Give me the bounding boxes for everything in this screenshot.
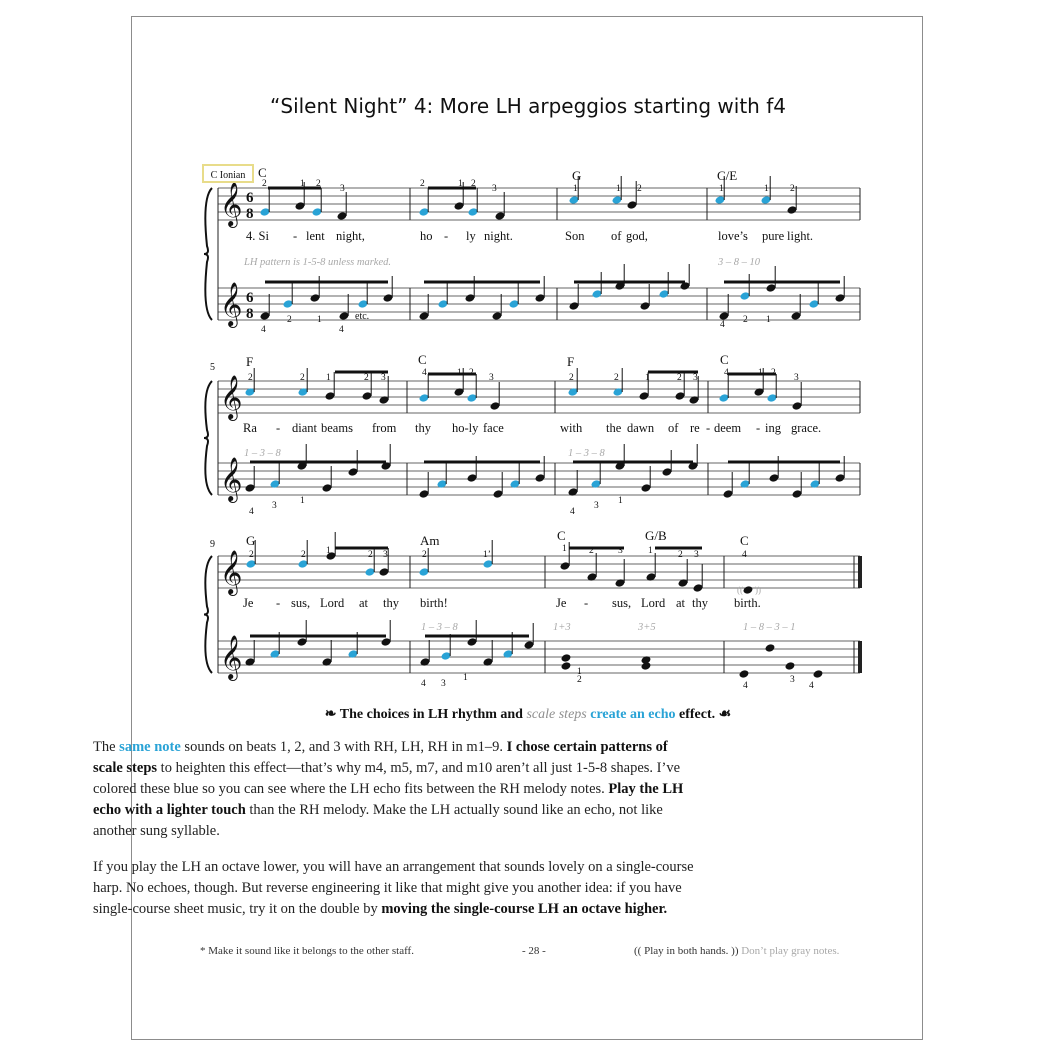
fingering-number: 2 [469,368,474,378]
lyric-syllable: Lord [320,596,345,610]
note-head [813,669,824,679]
fingering-number: 2 [249,550,254,560]
fingering-number: 2 [420,179,425,189]
lyric-syllable: Lord [641,596,666,610]
lyric-syllable: the [606,421,622,435]
note-head [765,643,776,653]
fingering-number: 3 [381,373,386,383]
fingering-number: 3 [693,373,698,383]
measure-number: 9 [210,539,215,550]
ornament-left-icon: ❧ [324,707,337,722]
fingering-number: 1 [648,546,653,556]
note-head [743,585,754,595]
lyric-syllable: grace. [791,421,822,435]
lyric-syllable: beams [321,421,353,435]
treble-clef-icon: 𝄞 [220,552,243,594]
fingering-number: 4 [421,679,426,689]
fingering-number: 3 [594,501,599,511]
fingering-number: 2 [569,373,574,383]
fingering-number: 1 [758,368,763,378]
lyric-syllable: light. [787,229,814,243]
lyric-syllable: ho [420,229,433,243]
fingering-number: 4 [249,507,254,517]
lyric-syllable: - [276,596,281,610]
note-head [739,669,750,679]
fingering-number: 3 [489,373,494,383]
fingering-number: 3 [790,675,795,685]
lyric-syllable: - [584,596,589,610]
treble-clef-icon: 𝄞 [220,637,243,679]
fingering-number: 2 [678,550,683,560]
paragraph-2: If you play the LH an octave lower, you will have an arrangement that sounds lovely on a single-course harp. No echoes, though. But reverse engineering it like that might give you another idea: if you have single-course sheet music, try it on the double by moving the single-course LH an octave higher. [93,859,694,917]
lyric-syllable: thy [692,596,708,610]
lyric-syllable: diant [292,421,317,435]
fingering-number: 2 [368,550,373,560]
treble-clef-icon: 𝄞 [220,459,243,501]
fingering-number: 2 [771,368,776,378]
lyric-syllable: birth! [420,596,448,610]
fingering-number: 3 [340,184,345,194]
fingering-number: 3 [794,373,799,383]
fingering-number: 2 [248,373,253,383]
lyric-syllable: dawn [627,421,655,435]
fingering-number: 1 [326,546,331,556]
lyric-syllable: night. [484,229,513,243]
fingering-number: 1 [317,315,322,325]
hint-text: 3+5 [638,622,656,633]
chord-symbol: Am [420,533,440,548]
fingering-number: 4 [422,368,427,378]
fingering-number: 1 [618,496,623,506]
fingering-number: 1 [458,179,463,189]
fingering-number: 3 [694,550,699,560]
lyric-syllable: - [756,421,761,435]
fingering-number: 2 [677,373,682,383]
fingering-number: 4 [809,681,814,691]
chord-symbol: G [246,533,256,548]
note-head [561,653,572,663]
fingering-number: 4 [339,325,344,335]
lyric-syllable: of [611,229,622,243]
lyric-syllable: night, [336,229,365,243]
lyric-syllable: with [560,421,583,435]
fingering-number: 1 [573,184,578,194]
fingering-number: 1 [764,184,769,194]
paren-mark: )) [755,585,761,595]
page-number: - 28 - [522,945,546,957]
mode-box-label: C Ionian [210,170,246,181]
hint-text: 1 – 3 – 8 [568,448,605,459]
ornament-right-icon: ☙ [718,707,732,722]
brace-icon [204,381,212,495]
paragraph-1: The same note sounds on beats 1, 2, and 3 with RH, LH, RH in m1–9. I chose certain patterns of scale steps to heighten this effect—that’s why m4, m5, m7, and m10 aren’t all just 1-5-8 shapes. I’ve colored these blue so you can see where the LH echo fits between the RH melody notes. Play the LH echo with a lighter touch than the RH melody. Make the LH actually sound like an echo, not like another sung syllable. [93,739,684,839]
fingering-number: 4 [742,550,747,560]
fingering-number: 1 [457,368,462,378]
note-head [785,661,796,671]
fingering-number: 1 [463,673,468,683]
fingering-number: 2 [262,179,267,189]
lyric-syllable: Ra [243,421,257,435]
fingering-number: 1 [326,373,331,383]
lyric-syllable: face [483,421,504,435]
lyric-syllable: Je [556,596,567,610]
lyric-syllable: at [359,596,369,610]
fingering-number: 1 [562,544,567,554]
lyric-syllable: god, [626,229,648,243]
hint-text: 1+3 [553,622,571,633]
fingering-number: 4 [724,368,729,378]
chord-symbol: F [246,354,254,369]
fingering-number: 2 [589,546,594,556]
time-sig-top: 6 [246,290,254,306]
fingering-number: 4 [261,325,266,335]
lyric-syllable: ing [765,421,781,435]
fingering-number: 2 [614,373,619,383]
fingering-number: 1 [300,496,305,506]
lyric-syllable: from [372,421,397,435]
fingering-number: 1 [616,184,621,194]
fingering-number: 2 [316,179,321,189]
chord-symbol: C [418,352,427,367]
lyric-syllable: at [676,596,686,610]
fingering-number: 1 [577,667,582,677]
lyric-syllable: - [276,421,281,435]
fingering-number: 3 [492,184,497,194]
etc-label: etc. [355,311,370,322]
lyric-syllable: lent [306,229,325,243]
fingering-number: 1 [766,315,771,325]
lyric-syllable: sus, [291,596,311,610]
fingering-number: 3 [441,679,446,689]
time-sig-bottom: 8 [246,206,254,222]
chord-symbol: C [720,352,729,367]
hint-text: 1 – 3 – 8 [421,622,458,633]
fingering-number: 2 [743,315,748,325]
chord-symbol: G [572,168,582,183]
fingering-number: 2 [300,373,305,383]
lyric-syllable: - [293,229,298,243]
fingering-number: 1 [300,179,305,189]
lyric-syllable: - [706,421,711,435]
treble-clef-icon: 𝄞 [220,184,243,226]
paren-mark: (( [737,585,743,595]
fingering-number: 2 [577,675,582,685]
treble-clef-icon: 𝄞 [220,284,243,326]
time-sig-bottom: 8 [246,306,254,322]
fingering-number: 2 [422,550,427,560]
lyric-syllable: ho-ly [452,421,479,435]
chord-symbol: C/E [717,168,738,183]
fingering-number: 1 [645,373,650,383]
fingering-number: 1 [719,184,724,194]
fingering-number: 3 [383,550,388,560]
time-sig-top: 6 [246,190,254,206]
footnote: * Make it sound like it belongs to the other staff. [200,945,414,957]
fingering-number: 2 [471,179,476,189]
lyric-syllable: 4. Si [246,229,269,243]
section-intro: ❧ The choices in LH rhythm and scale steps create an echo effect. ☙ [324,707,732,722]
chord-symbol: C [740,533,749,548]
chord-symbol: C [258,165,267,180]
measure-number: 5 [210,362,215,373]
hint-text: 1 – 3 – 8 [244,448,281,459]
lyric-syllable: sus, [612,596,632,610]
fingering-number: 2 [364,373,369,383]
fingering-number: 1’ [483,550,491,560]
lyric-syllable: deem [714,421,742,435]
fingering-number: 2 [301,550,306,560]
brace-icon [204,188,212,320]
page-title: “Silent Night” 4: More LH arpeggios starting with f4 [270,94,786,118]
note-head [561,661,572,671]
lyric-syllable: thy [415,421,431,435]
lyric-syllable: love’s [718,229,748,243]
fingering-number: 2 [637,184,642,194]
brace-icon [204,556,212,673]
fingering-number: 2 [790,184,795,194]
fingering-number: 4 [720,320,725,330]
lyric-syllable: birth. [734,596,761,610]
fingering-number: 2 [287,315,292,325]
hint-text: 1 – 8 – 3 – 1 [743,622,796,633]
lyric-syllable: ly [466,229,476,243]
chord-symbol: G/B [645,528,667,543]
lyric-syllable: - [444,229,449,243]
fingering-number: 3 [272,501,277,511]
hint-text: 3 – 8 – 10 [718,257,760,268]
chord-symbol: C [557,528,566,543]
lyric-syllable: thy [383,596,399,610]
lyric-syllable: Je [243,596,254,610]
lyric-syllable: Son [565,229,585,243]
treble-clef-icon: 𝄞 [220,377,243,419]
fingering-number: 4 [743,681,748,691]
hint-text: LH pattern is 1-5-8 unless marked. [244,257,391,268]
fingering-number: 4 [570,507,575,517]
lyric-syllable: re [690,421,700,435]
fingering-number: 3 [618,546,623,556]
footer-legend: (( Play in both hands. )) Don’t play gray notes. [634,945,840,957]
lyric-syllable: pure [762,229,785,243]
lyric-syllable: of [668,421,679,435]
chord-symbol: F [567,354,575,369]
